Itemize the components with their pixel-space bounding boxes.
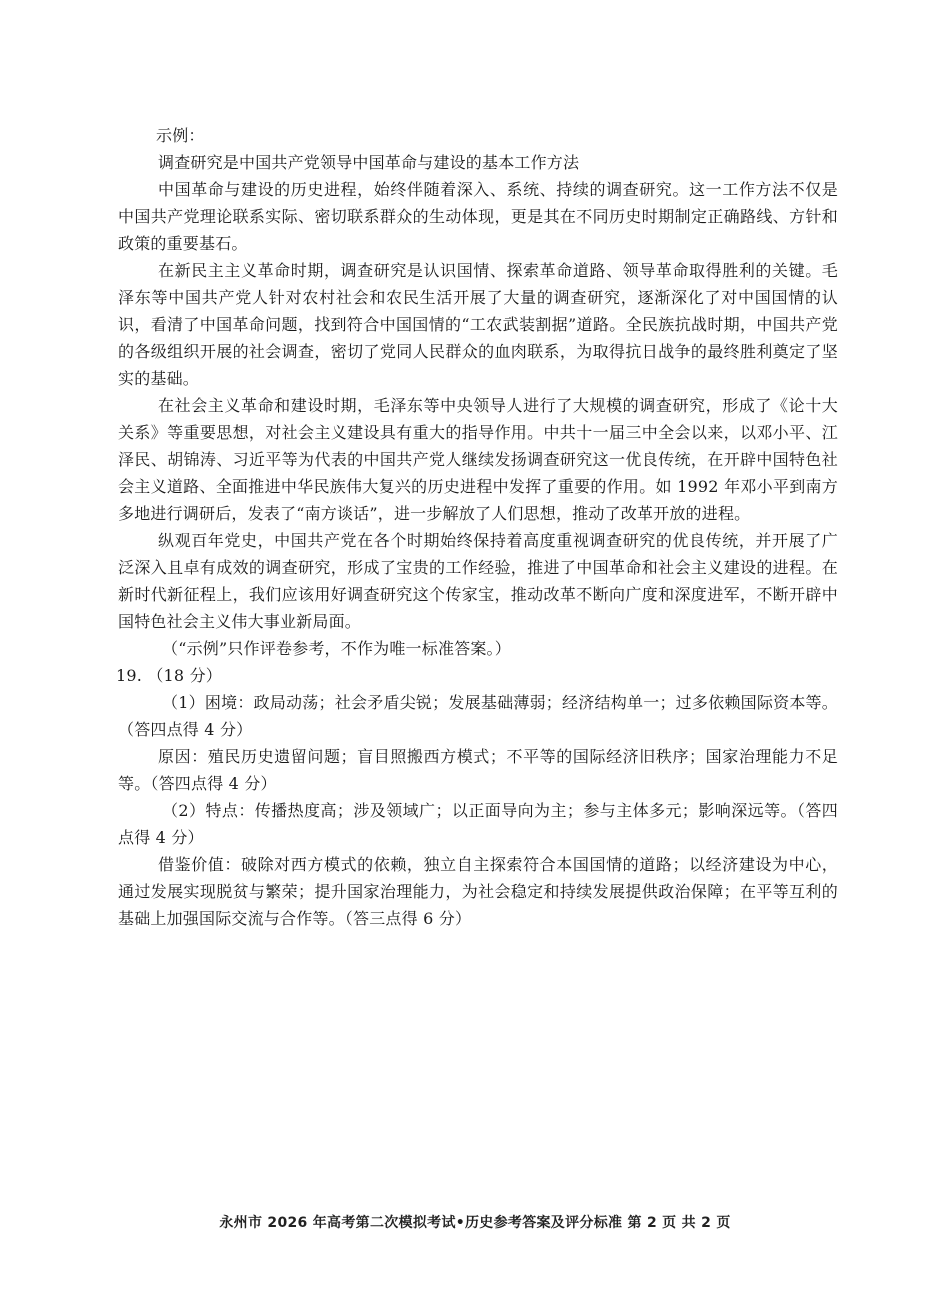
q19-part1-dilemma: （1）困境：政局动荡；社会矛盾尖锐；发展基础薄弱；经济结构单一；过多依赖国际资本等。（答四点得 4 分） [118,693,838,739]
essay-paragraph-intro: 中国革命与建设的历史进程，始终伴随着深入、系统、持续的调查研究。这一工作方法不仅是中国共产党理论联系实际、密切联系群众的生动体现，更是其在不同历史时期制定正确路线、方针和政策的重要基石。 [118,180,838,253]
page-footer: 永州市 2026 年高考第二次模拟考试•历史参考答案及评分标准 第 2 页 共 2 页 [219,1215,731,1231]
q19-part1-reasons: 原因：殖民历史遗留问题；盲目照搬西方模式；不平等的国际经济旧秩序；国家治理能力不足等。（答四点得 4 分） [118,747,838,793]
essay-paragraph-socialist: 在社会主义革命和建设时期，毛泽东等中央领导人进行了大规模的调查研究，形成了《论十大关系》等重要思想，对社会主义建设具有重大的指导作用。中共十一届三中全会以来，以邓小平、江泽民、胡锦涛、习近平等为代表的中国共产党人继续发扬调查研究这一优良传统，在开辟中国特色社会主义道路、全面推进中华民族伟大复兴的历史进程中发挥了重要的作用。如 1992 年邓小平到南方多地进行调研后，发表了“南方谈话”，进一步解放了人们思想，推动了改革开放的进程。 [118,396,838,523]
essay-note: （“示例”只作评卷参考，不作为唯一标准答案。） [162,639,511,658]
essay-title: 调查研究是中国共产党领导中国革命与建设的基本工作方法 [158,153,580,172]
q19-part2-features: （2）特点：传播热度高；涉及领域广；以正面导向为主；参与主体多元；影响深远等。（答四点得 4 分） [118,801,838,847]
essay-paragraph-new-democratic: 在新民主主义革命时期，调查研究是认识国情、探索革命道路、领导革命取得胜利的关键。毛泽东等中国共产党人针对农村社会和农民生活开展了大量的调查研究，逐渐深化了对中国国情的认识，看清了中国革命问题，找到符合中国国情的“工农武装割据”道路。全民族抗战时期，中国共产党的各级组织开展的社会调查，密切了党同人民群众的血肉联系，为取得抗日战争的最终胜利奠定了坚实的基础。 [118,261,838,388]
q19-part2-value: 借鉴价值：破除对西方模式的依赖，独立自主探索符合本国国情的道路；以经济建设为中心，通过发展实现脱贫与繁荣；提升国家治理能力，为社会稳定和持续发展提供政治保障；在平等互利的基础上加强国际交流与合作等。（答三点得 6 分） [118,855,838,928]
sample-label: 示例： [156,126,205,145]
essay-paragraph-conclusion: 纵观百年党史，中国共产党在各个时期始终保持着高度重视调查研究的优良传统，并开展了广泛深入且卓有成效的调查研究，形成了宝贵的工作经验，推进了中国革命和社会主义建设的进程。在新时代新征程上，我们应该用好调查研究这个传家宝，推动改革不断向广度和深度进军，不断开辟中国特色社会主义伟大事业新局面。 [118,531,838,631]
question-19-header: 19. （18 分） [116,666,222,685]
page-content [118,122,838,932]
